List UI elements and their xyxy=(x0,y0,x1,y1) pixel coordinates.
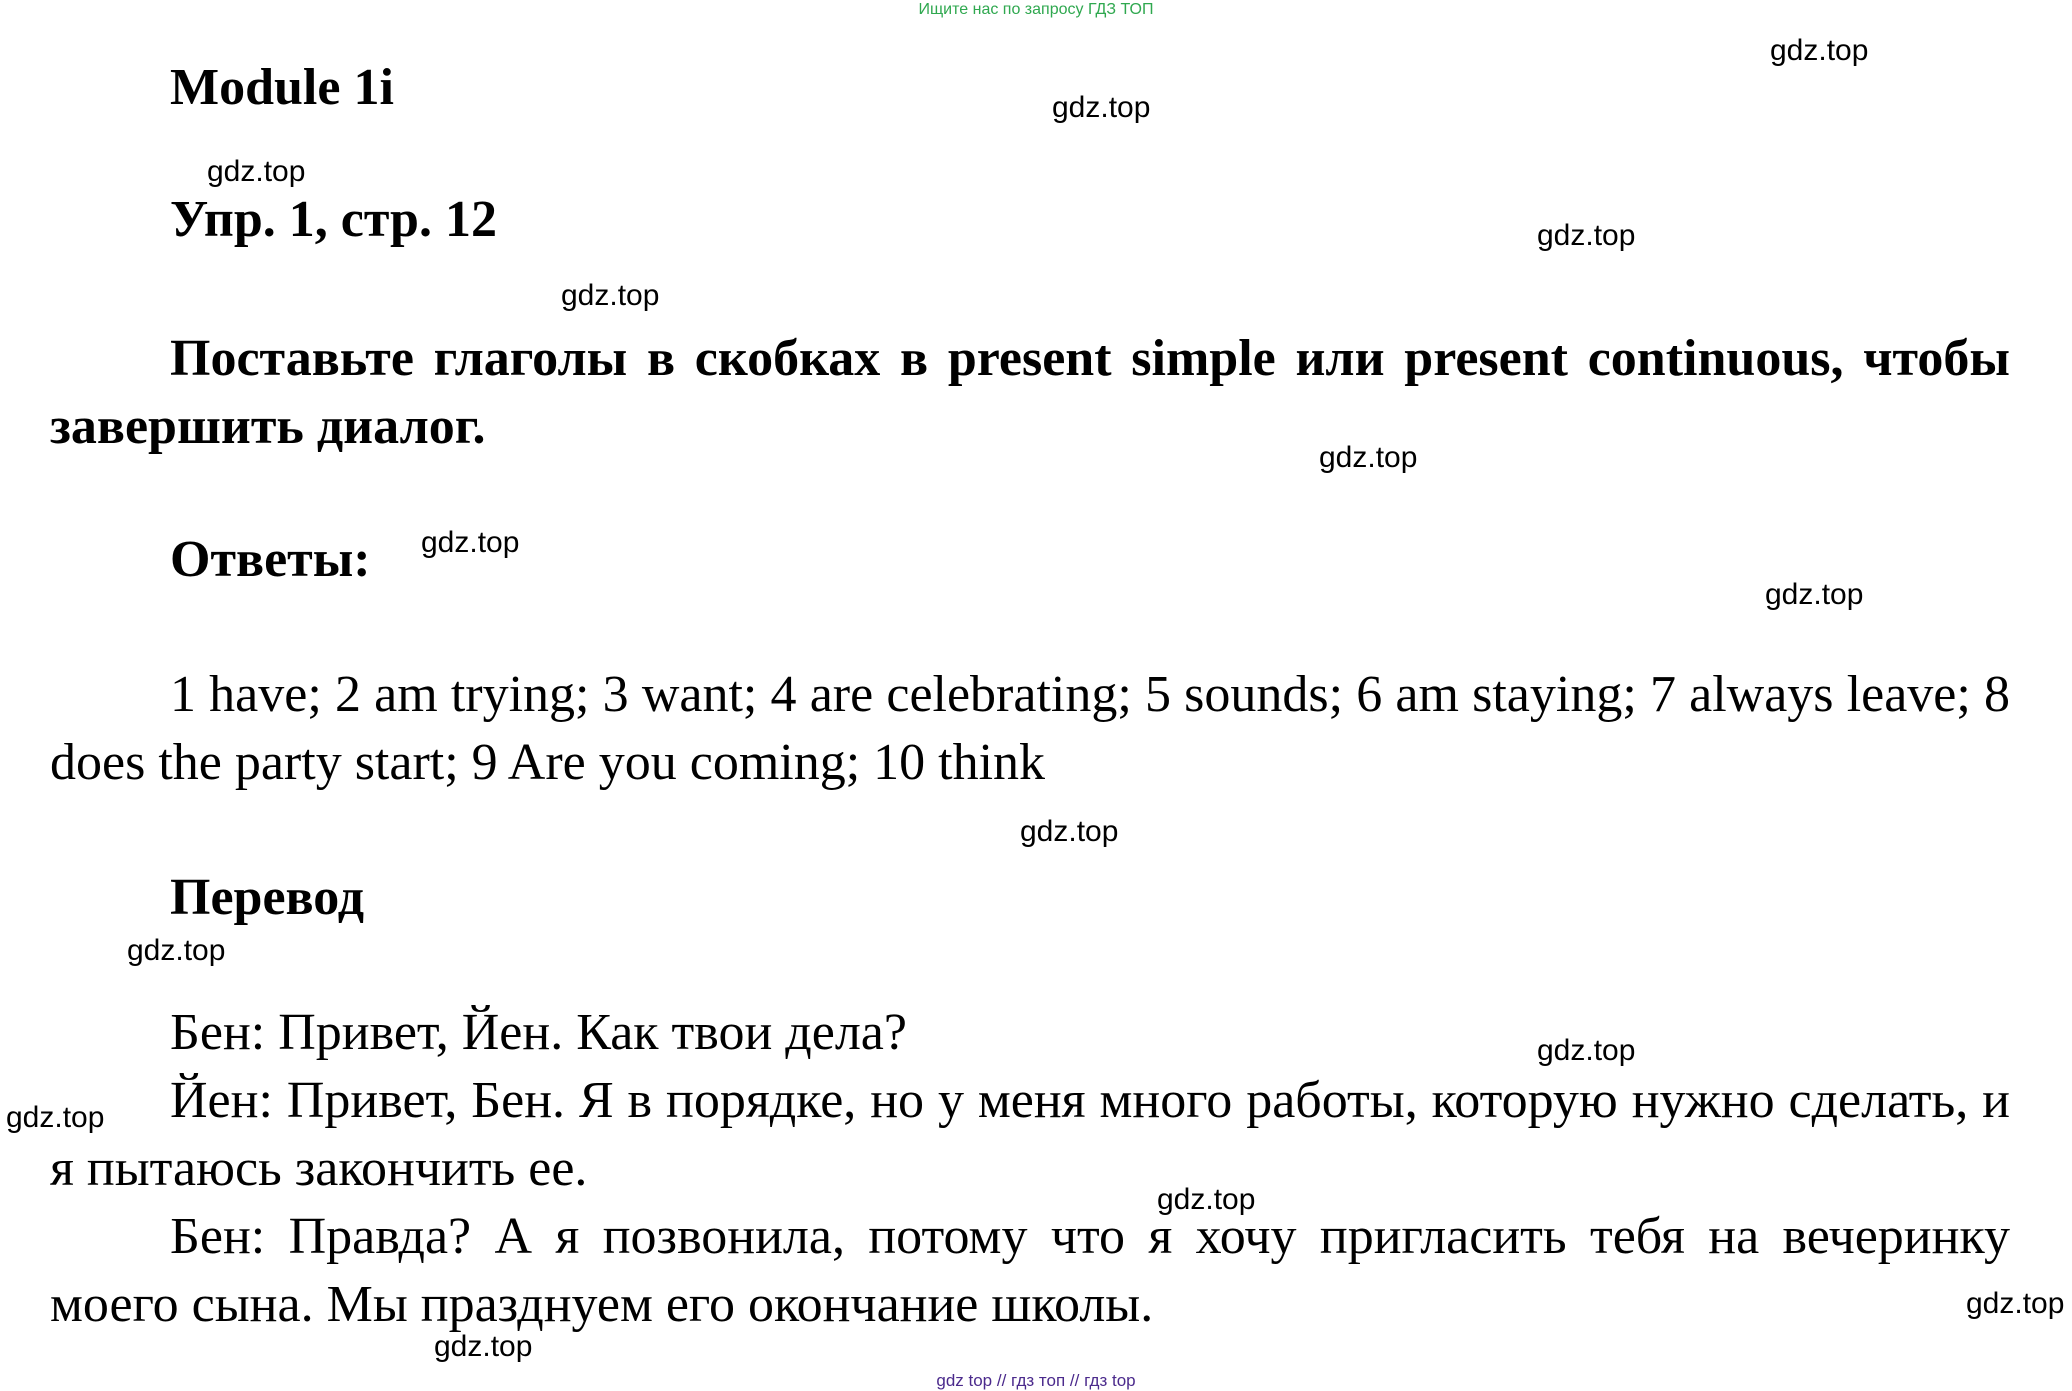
watermark: gdz.top xyxy=(561,279,660,312)
watermark: gdz.top xyxy=(1537,219,1636,252)
watermark: gdz.top xyxy=(434,1330,533,1363)
watermark: gdz.top xyxy=(1966,1287,2065,1320)
dialog-line: Бен: Правда? А я позвонила, потому что я хочу пригласить тебя на вечеринку моего сына. Мы празднуем его окончание школы. xyxy=(50,1208,2010,1333)
module-title: Module 1i xyxy=(170,59,394,116)
watermark: gdz.top xyxy=(1020,815,1119,848)
watermark: gdz.top xyxy=(1319,441,1418,474)
watermark: gdz.top xyxy=(127,934,226,967)
task-text: Поставьте глаголы в скобках в present simple или present continuous, чтобы завершить диалог. xyxy=(50,330,2010,455)
footer-sep: // xyxy=(996,1371,1007,1390)
answers-heading: Ответы: xyxy=(170,531,371,588)
watermark: gdz.top xyxy=(6,1101,105,1134)
dialog-line: Йен: Привет, Бен. Я в порядке, но у меня много работы, которую нужно сделать, и я пытаюсь закончить ее. xyxy=(50,1072,2010,1197)
watermark: gdz.top xyxy=(1765,578,1864,611)
watermark: gdz.top xyxy=(207,155,306,188)
footer-part: гдз топ xyxy=(1011,1371,1066,1390)
translation-heading: Перевод xyxy=(170,869,365,926)
watermark: gdz.top xyxy=(1770,34,1869,67)
watermark: gdz.top xyxy=(1537,1034,1636,1067)
exercise-title: Упр. 1, стр. 12 xyxy=(170,191,497,248)
watermark: gdz.top xyxy=(421,526,520,559)
answers-text: 1 have; 2 am trying; 3 want; 4 are celebrating; 5 sounds; 6 am staying; 7 always leave; 8 does the party start; 9 Are you coming; 10 think xyxy=(50,666,2010,791)
footer-part: гдз top xyxy=(1084,1371,1136,1390)
top-banner: Ищите нас по запросу ГДЗ ТОП xyxy=(918,1,1154,18)
footer-links xyxy=(0,1371,2072,1391)
watermark: gdz.top xyxy=(1157,1183,1256,1216)
footer-sep: // xyxy=(1069,1371,1080,1390)
dialog-line: Бен: Привет, Йен. Как твои дела? xyxy=(170,1004,907,1061)
watermark: gdz.top xyxy=(1052,91,1151,124)
footer-part: gdz top xyxy=(936,1371,993,1390)
